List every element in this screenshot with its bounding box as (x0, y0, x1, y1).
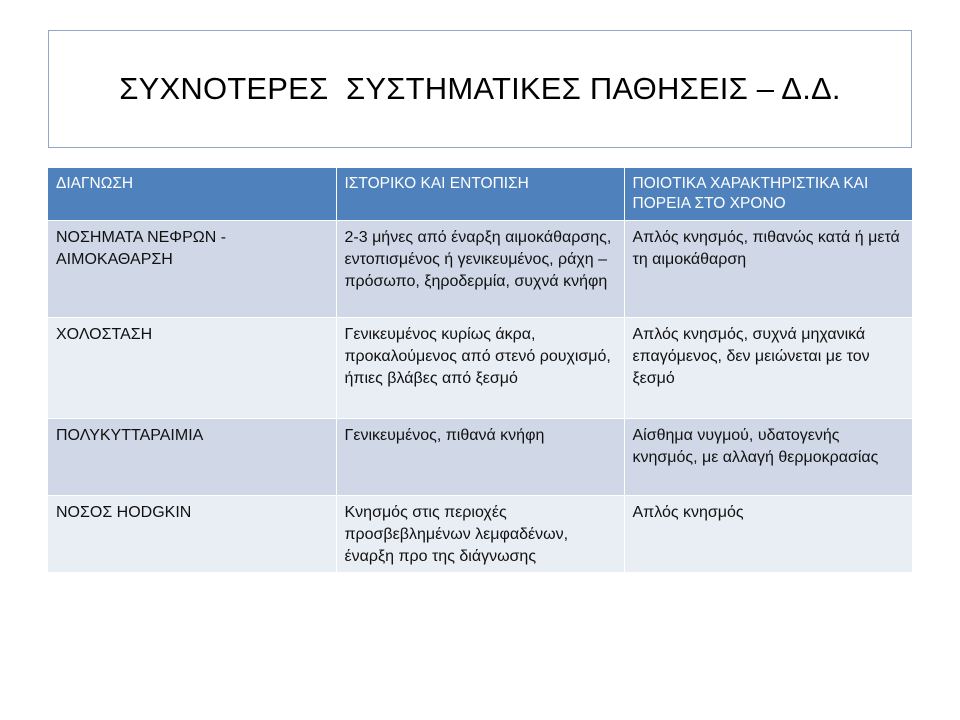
table-header-row (48, 168, 912, 221)
header-history-location: ΙΣΤΟΡΙΚΟ ΚΑΙ ΕΝΤΟΠΙΣΗ (336, 168, 624, 221)
cell-diagnosis: ΝΟΣΗΜΑΤΑ ΝΕΦΡΩΝ - ΑΙΜΟΚΑΘΑΡΣΗ (48, 221, 336, 318)
table-row (48, 318, 912, 419)
table-row (48, 419, 912, 496)
slide-title: ΣΥΧΝΟΤΕΡΕΣ ΣΥΣΤΗΜΑΤΙΚΕΣ ΠΑΘΗΣΕΙΣ – Δ.Δ. (119, 71, 841, 106)
cell-characteristics: Απλός κνησμός, πιθανώς κατά ή μετά τη αιμοκάθαρση (624, 221, 912, 318)
cell-characteristics: Απλός κνησμός, συχνά μηχανικά επαγόμενος, δεν μειώνεται με τον ξεσμό (624, 318, 912, 419)
title-box (48, 30, 912, 148)
cell-history: Γενικευμένος κυρίως άκρα, προκαλούμενος από στενό ρουχισμό, ήπιες βλάβες από ξεσμό (336, 318, 624, 419)
header-characteristics-course: ΠΟΙΟΤΙΚΑ ΧΑΡΑΚΤΗΡΙΣΤΙΚΑ ΚΑΙ ΠΟΡΕΙΑ ΣΤΟ ΧΡΟΝΟ (624, 168, 912, 221)
cell-diagnosis: ΠΟΛΥΚΥΤΤΑΡΑΙΜΙΑ (48, 419, 336, 496)
header-diagnosis: ΔΙΑΓΝΩΣΗ (48, 168, 336, 221)
table-row (48, 221, 912, 318)
diagnosis-table (48, 168, 912, 572)
cell-history: Γενικευμένος, πιθανά κνήφη (336, 419, 624, 496)
table-row (48, 496, 912, 573)
cell-history: 2-3 μήνες από έναρξη αιμοκάθαρσης, εντοπισμένος ή γενικευμένος, ράχη – πρόσωπο, ξηροδερμία, συχνά κνήφη (336, 221, 624, 318)
cell-diagnosis: ΧΟΛΟΣΤΑΣΗ (48, 318, 336, 419)
cell-characteristics: Απλός κνησμός (624, 496, 912, 573)
cell-characteristics: Αίσθημα νυγμού, υδατογενής κνησμός, με αλλαγή θερμοκρασίας (624, 419, 912, 496)
cell-diagnosis: ΝΟΣΟΣ HODGKIN (48, 496, 336, 573)
cell-history: Κνησμός στις περιοχές προσβεβλημένων λεμφαδένων, έναρξη προ της διάγνωσης (336, 496, 624, 573)
